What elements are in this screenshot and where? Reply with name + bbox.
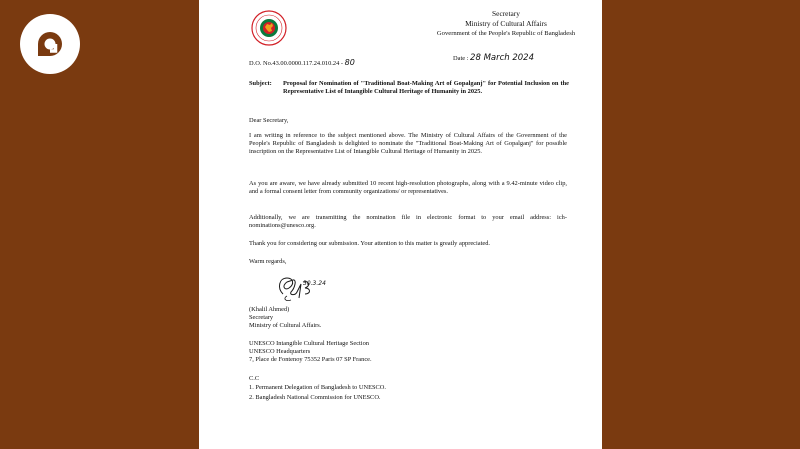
signature-date-mark: 30.3.24 <box>303 280 326 287</box>
sender-government: Government of the People's Republic of Bangladesh <box>436 30 576 37</box>
memo-number-handwritten: 80 <box>344 58 355 67</box>
paragraph-email: Additionally, we are transmitting the nomination file in electronic format to your email address: ich-nominations@unesco.org. <box>249 214 567 230</box>
closing-text: Warm regards, <box>249 258 287 265</box>
subject-label: Subject: <box>249 80 272 87</box>
memo-date <box>453 54 534 63</box>
recipient-line-2: UNESCO Headquarters <box>249 348 311 355</box>
signatory-title: Secretary <box>249 314 274 321</box>
date-handwritten: 28 March 2024 <box>470 53 534 63</box>
sender-title: Secretary <box>492 9 520 18</box>
sender-ministry: Ministry of Cultural Affairs <box>465 19 547 28</box>
signatory-ministry: Ministry of Cultural Affairs. <box>249 322 322 329</box>
paragraph-intro: I am writing in reference to the subject mentioned above. The Ministry of Cultural Affairs of the Government of the People's Republic of Bangladesh is delighted to nominate the "Traditional Boat-Making Art of Gopalganj" for possible inscription on the Representative List of Intangible Cultural Heritage of Humanity in 2025. <box>249 132 567 156</box>
cc-label: C.C <box>249 375 260 382</box>
date-label: Date : <box>453 55 469 62</box>
salutation: Dear Secretary, <box>249 117 289 124</box>
government-emblem-icon <box>251 10 287 46</box>
recipient-line-1: UNESCO Intangible Cultural Heritage Section <box>249 340 369 347</box>
paragraph-thanks: Thank you for considering our submission. Your attention to this matter is greatly appreciated. <box>249 240 491 247</box>
subject-text: Proposal for Nomination of "Traditional Boat-Making Art of Gopalganj" for Potential Inclusion on the Representative List of Intangible Cultural Heritage of Humanity in 2025. <box>283 80 569 96</box>
letter-document <box>199 0 602 449</box>
cc-item-2: 2. Bangladesh National Commission for UNESCO. <box>249 394 381 401</box>
subject-line <box>249 80 569 96</box>
recipient-line-3: 7, Place de Fontenoy 75352 Paris 07 SP France. <box>249 356 372 363</box>
cc-item-1: 1. Permanent Delegation of Bangladesh to UNESCO. <box>249 384 387 391</box>
memo-number <box>249 59 355 68</box>
signatory-name: (Khalil Ahmed) <box>249 306 290 313</box>
paragraph-submission: As you are aware, we have already submitted 10 recent high-resolution photographs, along with a 9.42-minute video clip, and a formal consent letter from community organizations/ or representatives. <box>249 180 567 196</box>
channel-logo <box>20 14 80 74</box>
memo-number-text: D.O. No.43.00.0000.117.24.010.24 - <box>249 60 344 67</box>
channel-logo-icon <box>30 24 70 64</box>
